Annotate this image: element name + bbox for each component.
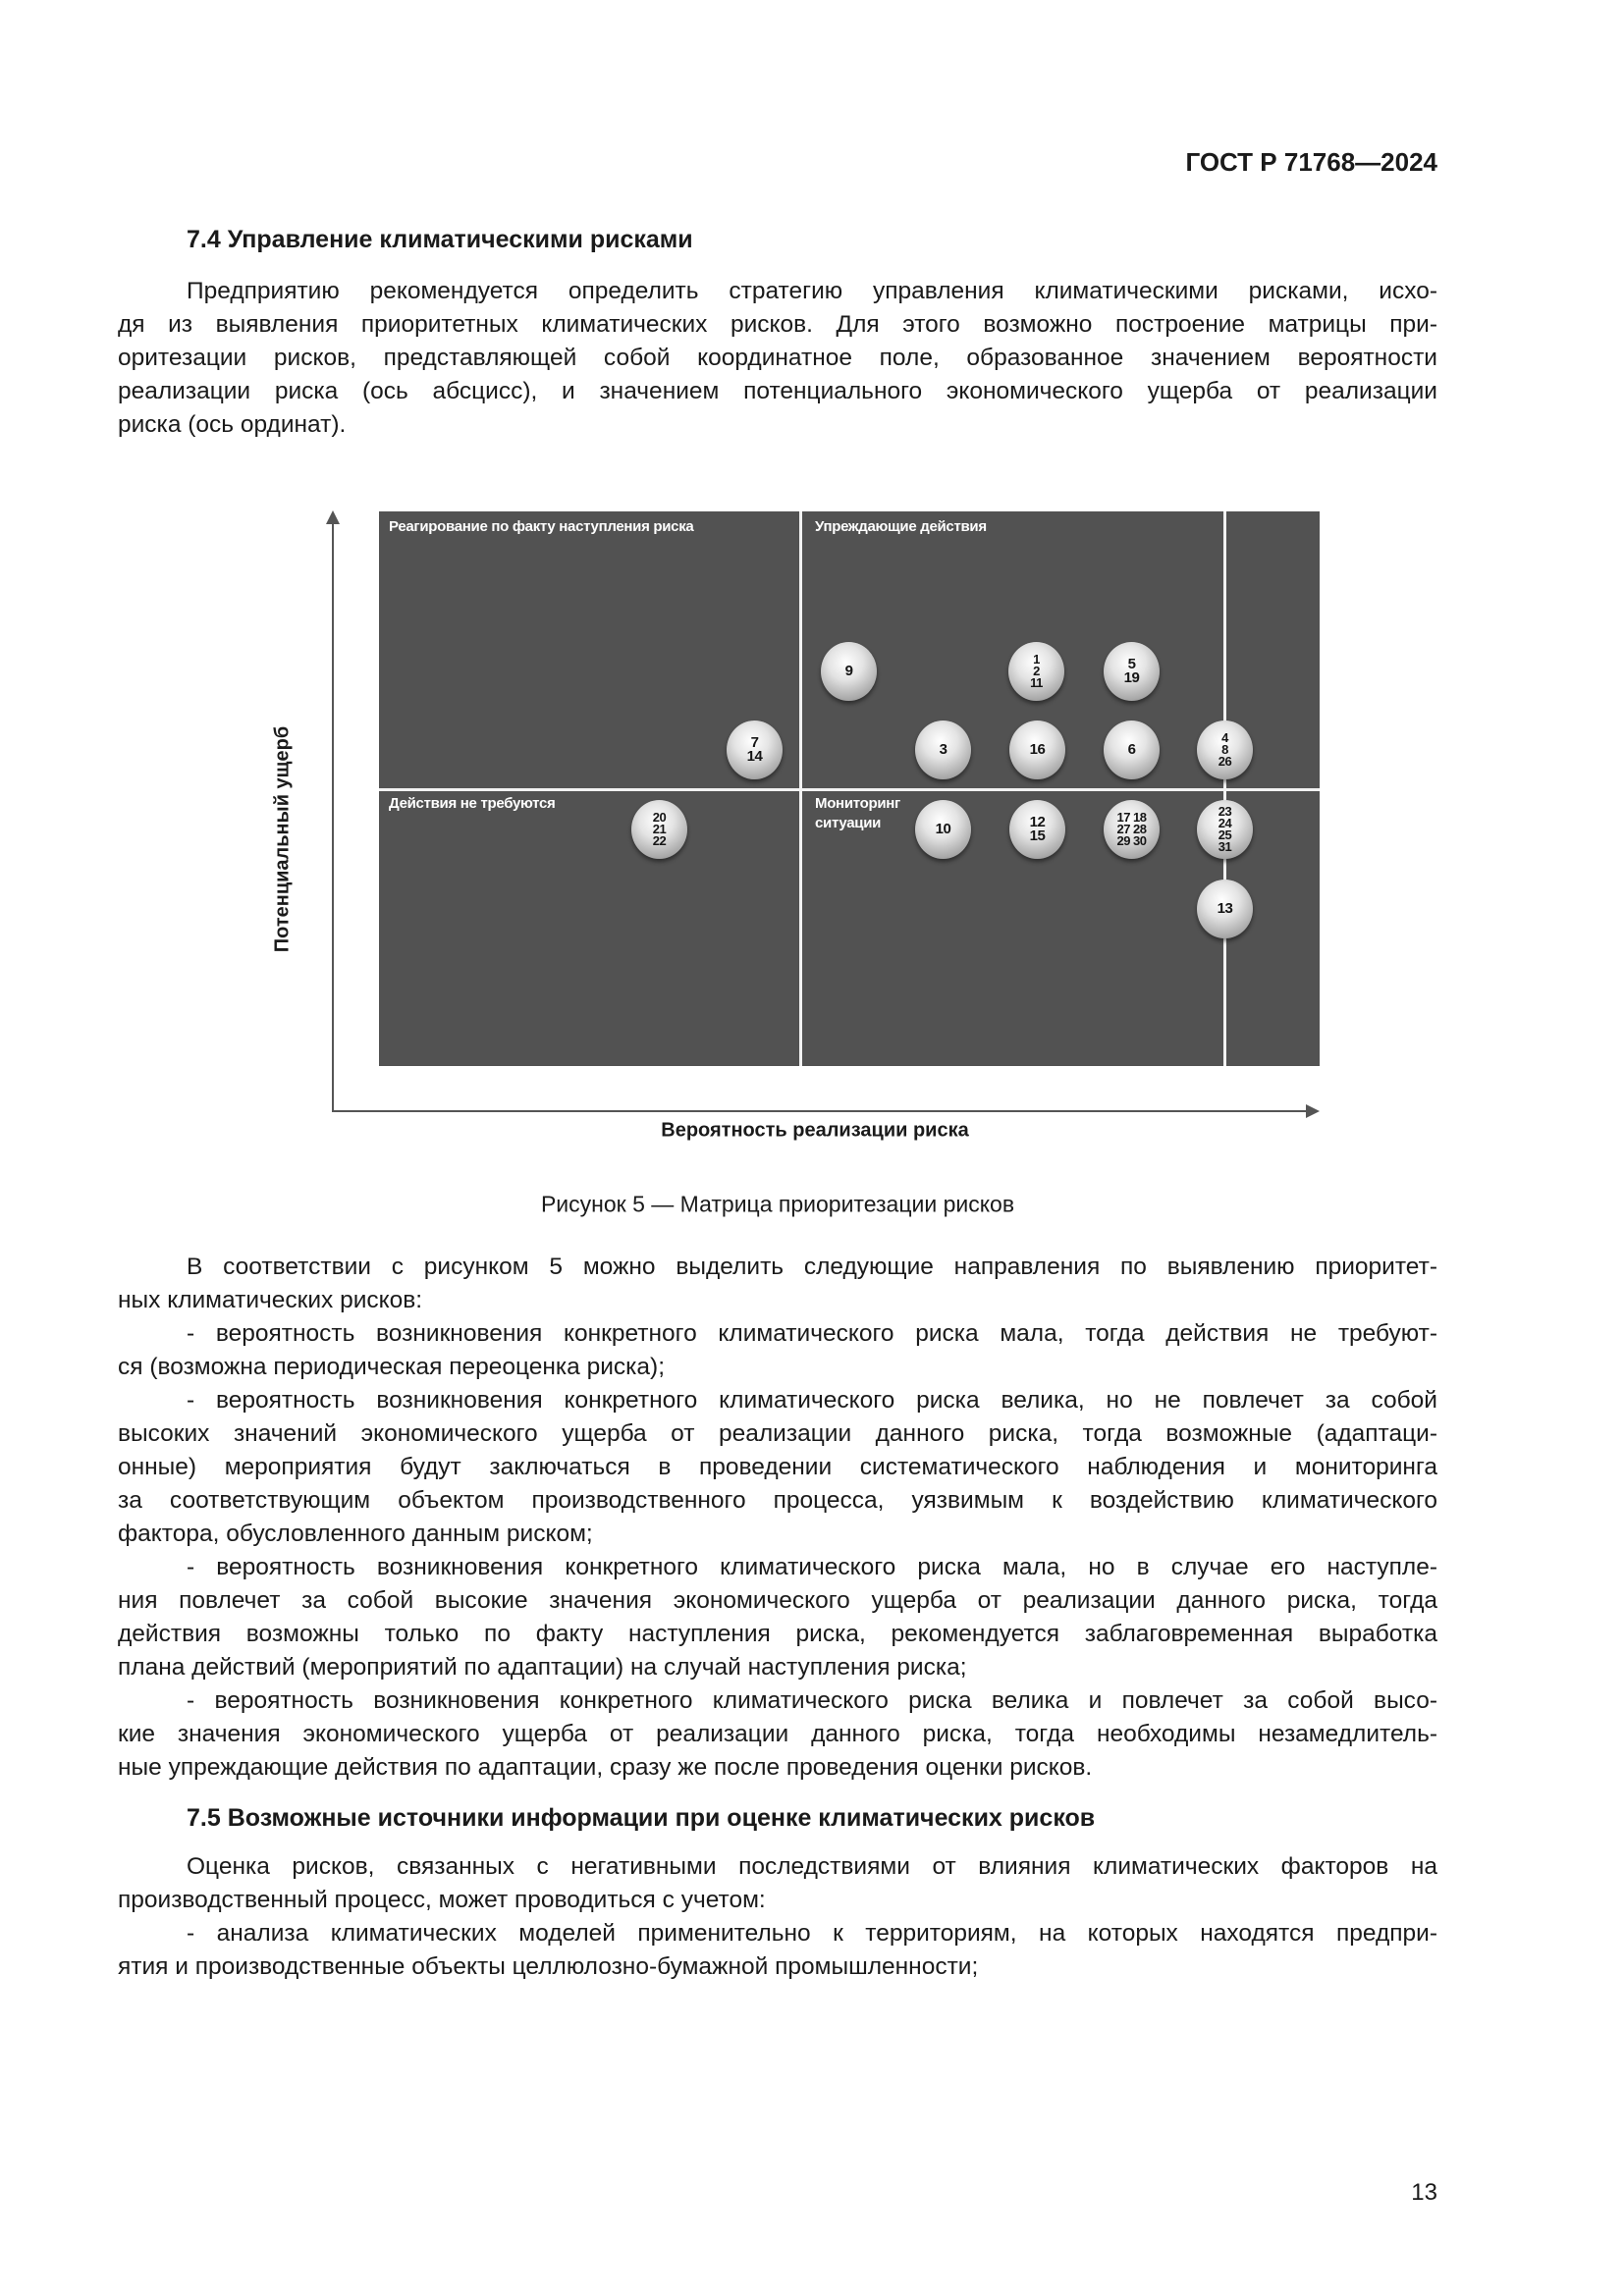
y-axis: [332, 520, 334, 1111]
risk-number: 19: [1123, 669, 1140, 686]
quadrant-label-reactive: Реагирование по факту наступления риска: [389, 518, 694, 535]
text-line: ся (возможна периодическая переоценка риска);: [118, 1354, 666, 1380]
risk-number: 20: [652, 810, 667, 825]
risk-number: 5: [1127, 656, 1136, 672]
risk-marker: [1009, 800, 1065, 859]
text-line: ных климатических рисков:: [118, 1287, 423, 1313]
risk-number: 11: [1030, 675, 1043, 690]
quadrant-label-monitoring: [815, 794, 900, 833]
quadrant-label-no-action: Действия не требуются: [389, 795, 556, 812]
x-axis-arrow-icon: [1306, 1104, 1320, 1118]
text-line: плана действий (мероприятий по адаптации) на случай наступления риска;: [118, 1654, 967, 1681]
risk-number: 1: [1033, 652, 1040, 667]
risk-number: 24: [1218, 816, 1232, 830]
text-line: кие значения экономического ущерба от реализации данного риска, тогда необходимы незамедлитель-: [118, 1721, 1437, 1747]
quadrant-label-monitoring-line2: ситуации: [815, 815, 882, 831]
risk-number: 6: [1127, 741, 1136, 758]
quadrant-label-monitoring-line1: Мониторинг: [815, 795, 900, 812]
risk-number: 13: [1217, 900, 1233, 917]
text-line: оритезации рисков, представляющей собой координатное поле, образованное значением вероятности: [118, 345, 1437, 371]
x-axis-label: Вероятность реализации риска: [661, 1119, 969, 1142]
risk-matrix: [379, 511, 1320, 1066]
risk-number: 14: [746, 748, 763, 765]
risk-marker: [1008, 642, 1064, 701]
text-line: реализации риска (ось абсцисс), и значением потенциального экономического ущерба от реализации: [118, 378, 1437, 404]
section-7-5-text: [118, 1850, 1437, 1984]
risk-number: 23: [1218, 804, 1232, 819]
text-line: - вероятность возникновения конкретного климатического риска мала, но в случае его наступле-: [187, 1554, 1437, 1580]
page-number: 13: [1411, 2179, 1437, 2206]
risk-number: 2: [1033, 664, 1040, 678]
risk-marker: [1197, 800, 1253, 859]
risk-marker: [821, 642, 877, 701]
damage-divider: [379, 788, 1320, 791]
risk-marker: [727, 721, 783, 779]
risk-marker: [915, 800, 971, 859]
section-7-4-heading: 7.4 Управление климатическими рисками: [187, 226, 693, 253]
text-line: за соответствующим объектом производственного процесса, уязвимым к воздействию климатического: [118, 1487, 1437, 1514]
text-line: высоких значений экономического ущерба от реализации данного риска, тогда возможные (адаптаци-: [118, 1420, 1437, 1447]
text-line: дя из выявления приоритетных климатических рисков. Для этого возможно построение матрицы при-: [118, 311, 1437, 338]
text-line: ния повлечет за собой высокие значения экономического ущерба от реализации данного риска, тогда: [118, 1587, 1437, 1614]
text-line: Оценка рисков, связанных с негативными последствиями от влияния климатических факторов на: [187, 1853, 1437, 1880]
text-line: - анализа климатических моделей применительно к территориям, на которых находятся предпри-: [187, 1920, 1437, 1947]
risk-number: 25: [1218, 828, 1232, 842]
text-line: действия возможны только по факту наступления риска, рекомендуется заблаговременная выработка: [118, 1621, 1437, 1647]
section-7-4-text: [118, 275, 1437, 442]
quadrant-label-preventive: Упреждающие действия: [815, 518, 987, 535]
text-line: фактора, обусловленного данным риском;: [118, 1521, 593, 1547]
risk-marker: [1197, 880, 1253, 938]
risk-number: 15: [1029, 828, 1046, 844]
y-axis-label: Потенциальный ущерб: [271, 725, 294, 953]
body-text: [118, 1251, 1437, 1785]
risk-marker: [631, 800, 687, 859]
text-line: производственный процесс, может проводиться с учетом:: [118, 1887, 766, 1913]
risk-number: 17 18: [1116, 810, 1147, 825]
risk-number: 10: [935, 821, 951, 837]
risk-marker: [915, 721, 971, 779]
risk-marker: [1009, 721, 1065, 779]
risk-number: 27 28: [1116, 822, 1147, 836]
text-line: онные) мероприятия будут заключаться в проведении систематического наблюдения и мониторинга: [118, 1454, 1437, 1480]
risk-marker: [1104, 642, 1160, 701]
risk-number: 26: [1218, 754, 1232, 769]
text-line: Предприятию рекомендуется определить стратегию управления климатическими рисками, исхо-: [187, 278, 1437, 304]
risk-number: 29 30: [1116, 833, 1147, 848]
risk-marker: [1104, 800, 1160, 859]
text-line: ятия и производственные объекты целлюлозно-бумажной промышленности;: [118, 1953, 979, 1980]
section-7-5-heading: 7.5 Возможные источники информации при оценке климатических рисков: [187, 1804, 1096, 1832]
risk-number: 3: [939, 741, 947, 758]
risk-marker: [1104, 721, 1160, 779]
risk-number: 9: [844, 663, 853, 679]
text-line: риска (ось ординат).: [118, 411, 347, 438]
figure-caption: Рисунок 5 — Матрица приоритезации рисков: [540, 1191, 1015, 1217]
x-axis: [332, 1110, 1311, 1112]
risk-number: 31: [1218, 839, 1232, 854]
risk-number: 4: [1221, 730, 1228, 745]
text-line: В соответствии с рисунком 5 можно выделить следующие направления по выявлению приоритет-: [187, 1254, 1437, 1280]
document-code: ГОСТ Р 71768—2024: [1185, 147, 1437, 177]
risk-marker: [1197, 721, 1253, 779]
text-line: - вероятность возникновения конкретного климатического риска велика, но не повлечет за собой: [187, 1387, 1437, 1414]
text-line: - вероятность возникновения конкретного климатического риска велика и повлечет за собой высо-: [187, 1687, 1437, 1714]
risk-number: 22: [652, 833, 667, 848]
text-line: ные упреждающие действия по адаптации, сразу же после проведения оценки рисков.: [118, 1754, 1093, 1781]
risk-number: 7: [750, 734, 759, 751]
text-line: - вероятность возникновения конкретного климатического риска мала, тогда действия не требуют-: [187, 1320, 1437, 1347]
risk-number: 8: [1221, 742, 1228, 757]
risk-number: 12: [1029, 814, 1046, 830]
risk-number: 21: [652, 822, 667, 836]
risk-number: 16: [1029, 741, 1046, 758]
